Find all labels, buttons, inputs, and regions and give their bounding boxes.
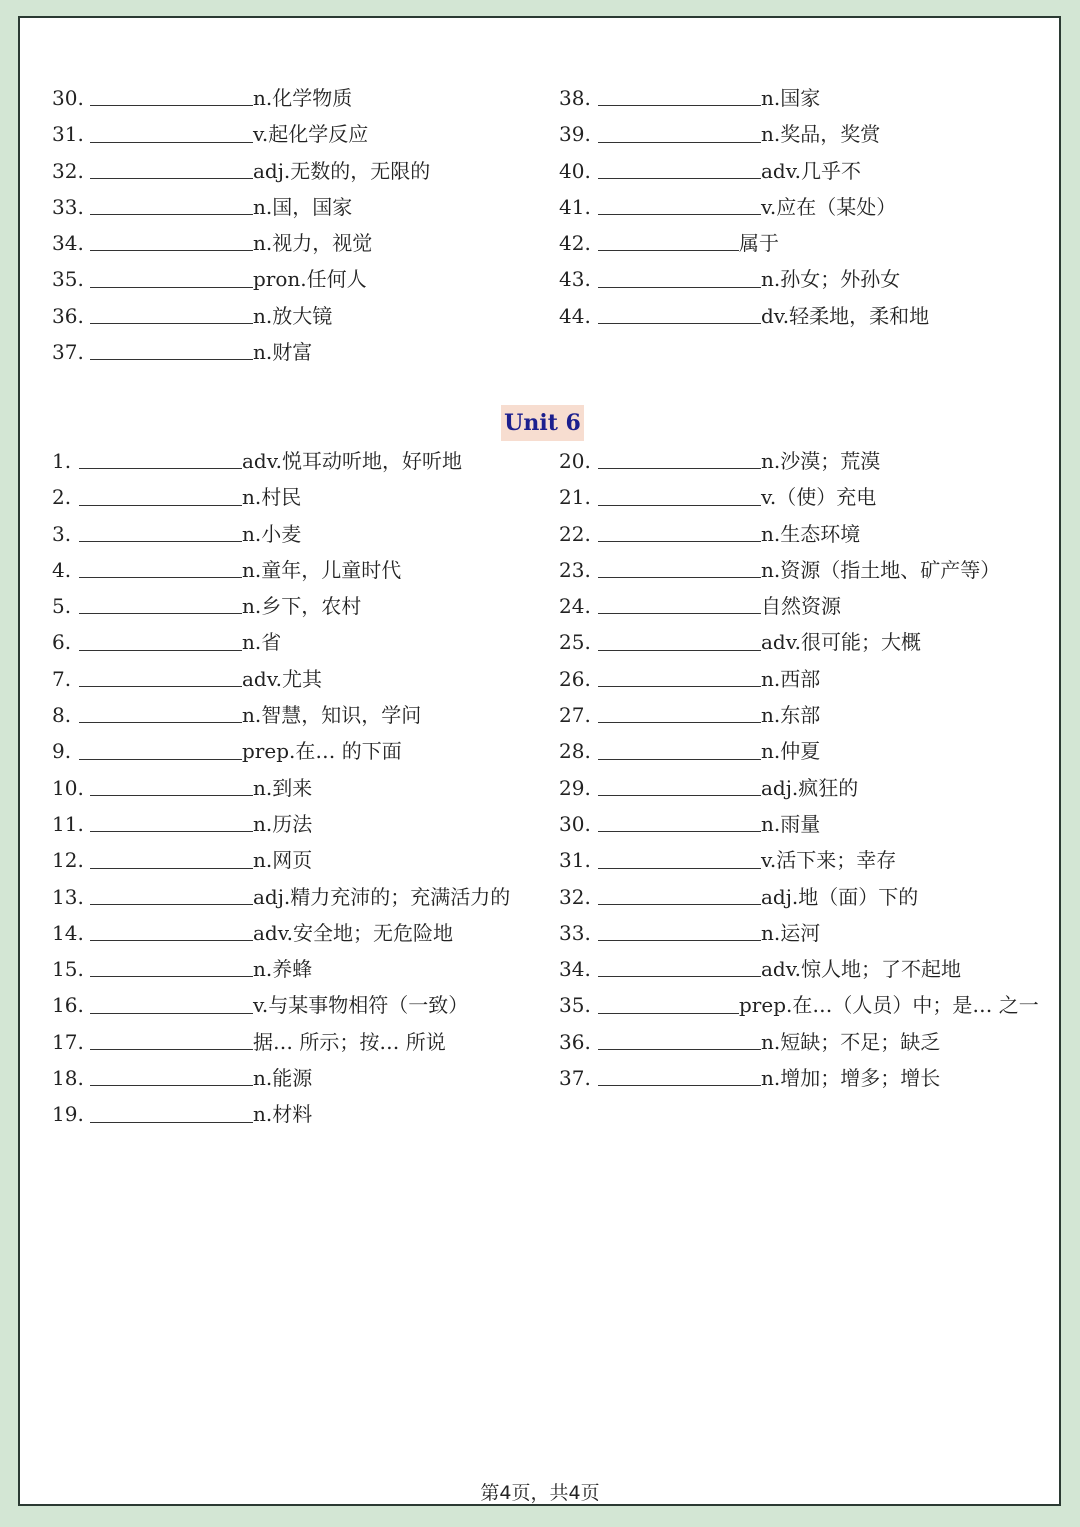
unit-6-title: Unit 6: [501, 405, 584, 441]
item-number: 21.: [559, 485, 591, 510]
word-row: [52, 733, 542, 769]
answer-blank[interactable]: [90, 178, 253, 179]
item-number: 36.: [52, 303, 84, 328]
word-meaning: n.生态环境: [761, 521, 861, 546]
word-row: [52, 842, 542, 878]
item-number: 12.: [52, 848, 84, 873]
word-meaning: pron.任何人: [253, 267, 367, 292]
word-meaning: n.仲夏: [761, 739, 821, 764]
item-number: 35.: [559, 993, 591, 1018]
word-meaning: n.省: [242, 630, 282, 655]
item-number: 20.: [559, 449, 591, 473]
item-number: 23.: [559, 557, 591, 582]
word-row: [559, 225, 1039, 261]
answer-blank[interactable]: [598, 613, 761, 614]
answer-blank[interactable]: [598, 468, 761, 469]
word-meaning: n.西部: [761, 666, 821, 691]
word-meaning: prep.在…（人员）中；是… 之一: [739, 993, 1039, 1018]
answer-blank[interactable]: [90, 1122, 253, 1123]
page-footer: 第4页，共4页: [480, 1482, 600, 1504]
word-meaning: n.视力，视觉: [253, 231, 373, 256]
word-row: [52, 552, 542, 588]
answer-blank[interactable]: [79, 722, 242, 723]
word-meaning: n.孙女；外孙女: [761, 267, 901, 292]
word-row: [559, 298, 1039, 334]
answer-blank[interactable]: [90, 976, 253, 977]
word-row: [559, 479, 1039, 515]
word-meaning: adv.很可能；大概: [761, 630, 922, 655]
answer-blank[interactable]: [598, 686, 761, 687]
word-row: [559, 588, 1039, 624]
word-row: [559, 879, 1039, 915]
word-meaning: adv.惊人地；了不起地: [761, 957, 962, 982]
word-row: [52, 225, 512, 261]
word-row: [559, 733, 1039, 769]
answer-blank[interactable]: [90, 1013, 253, 1014]
answer-blank[interactable]: [90, 359, 253, 360]
answer-blank[interactable]: [79, 686, 242, 687]
word-meaning: adj.精力充沛的；充满活力的: [253, 884, 511, 909]
item-number: 42.: [559, 231, 591, 256]
answer-blank[interactable]: [598, 1049, 761, 1050]
word-row: [52, 298, 512, 334]
answer-blank[interactable]: [90, 831, 253, 832]
word-row: [52, 261, 512, 297]
answer-blank[interactable]: [79, 613, 242, 614]
item-number: 41.: [559, 194, 591, 219]
word-meaning: n.材料: [253, 1102, 313, 1127]
answer-blank[interactable]: [90, 795, 253, 796]
word-meaning: 属于: [739, 231, 779, 256]
answer-blank[interactable]: [79, 759, 242, 760]
word-row: [52, 189, 512, 225]
word-row: [559, 987, 1039, 1023]
item-number: 24.: [559, 594, 591, 619]
item-number: 16.: [52, 993, 84, 1018]
word-meaning: v.起化学反应: [253, 122, 369, 147]
answer-blank[interactable]: [598, 1013, 739, 1014]
word-meaning: adv.悦耳动听地，好听地: [242, 449, 463, 473]
word-row: [52, 80, 512, 116]
word-row: [52, 1096, 542, 1132]
answer-blank[interactable]: [598, 142, 761, 143]
item-number: 32.: [52, 158, 84, 183]
word-row: [559, 951, 1039, 987]
answer-blank[interactable]: [598, 795, 761, 796]
word-meaning: prep.在… 的下面: [242, 739, 402, 764]
answer-blank[interactable]: [90, 287, 253, 288]
answer-blank[interactable]: [90, 250, 253, 251]
item-number: 37.: [52, 340, 84, 365]
item-number: 35.: [52, 267, 84, 292]
item-number: 15.: [52, 957, 84, 982]
answer-blank[interactable]: [598, 505, 761, 506]
answer-blank[interactable]: [598, 759, 761, 760]
word-meaning: adv.尤其: [242, 666, 323, 691]
item-number: 6.: [52, 630, 72, 655]
unit-6-right-column: [559, 443, 1039, 1096]
word-row: [52, 661, 542, 697]
word-row: [52, 153, 512, 189]
item-number: 30.: [52, 86, 84, 110]
word-row: [559, 80, 1039, 116]
word-meaning: n.沙漠；荒漠: [761, 449, 881, 473]
item-number: 4.: [52, 557, 72, 582]
word-meaning: n.小麦: [242, 521, 302, 546]
answer-blank[interactable]: [90, 323, 253, 324]
answer-blank[interactable]: [79, 505, 242, 506]
word-row: [559, 661, 1039, 697]
word-meaning: adv.几乎不: [761, 158, 862, 183]
word-meaning: 据… 所示；按… 所说: [253, 1029, 446, 1054]
word-meaning: adj.地（面）下的: [761, 884, 919, 909]
item-number: 1.: [52, 449, 72, 473]
item-number: 2.: [52, 485, 72, 510]
word-meaning: n.化学物质: [253, 86, 353, 110]
word-row: [559, 153, 1039, 189]
word-row: [52, 588, 542, 624]
answer-blank[interactable]: [598, 940, 761, 941]
word-row: [52, 479, 542, 515]
word-meaning: v.活下来；幸存: [761, 848, 897, 873]
section-1-left-column: [52, 80, 512, 370]
item-number: 33.: [52, 194, 84, 219]
answer-blank[interactable]: [598, 178, 761, 179]
answer-blank[interactable]: [598, 831, 761, 832]
item-number: 5.: [52, 594, 72, 619]
item-number: 7.: [52, 666, 72, 691]
word-row: [559, 915, 1039, 951]
item-number: 3.: [52, 521, 72, 546]
word-row: [559, 1060, 1039, 1096]
word-row: [52, 806, 542, 842]
word-meaning: n.童年，儿童时代: [242, 557, 402, 582]
item-number: 13.: [52, 884, 84, 909]
answer-blank[interactable]: [598, 323, 761, 324]
answer-blank[interactable]: [598, 214, 761, 215]
word-meaning: n.东部: [761, 703, 821, 728]
word-meaning: n.增加；增多；增长: [761, 1066, 941, 1091]
answer-blank[interactable]: [90, 1085, 253, 1086]
word-row: [559, 770, 1039, 806]
word-row: [559, 1024, 1039, 1060]
word-meaning: n.历法: [253, 811, 313, 836]
item-number: 34.: [52, 231, 84, 256]
item-number: 39.: [559, 122, 591, 147]
word-meaning: n.智慧，知识，学问: [242, 703, 422, 728]
word-meaning: n.财富: [253, 340, 313, 365]
item-number: 28.: [559, 739, 591, 764]
item-number: 9.: [52, 739, 72, 764]
answer-blank[interactable]: [598, 250, 739, 251]
word-meaning: adj.疯狂的: [761, 775, 859, 800]
word-row: [52, 516, 542, 552]
answer-blank[interactable]: [90, 940, 253, 941]
word-row: [559, 116, 1039, 152]
word-meaning: v.应在（某处）: [761, 194, 897, 219]
word-row: [52, 987, 542, 1023]
word-row: [52, 1024, 542, 1060]
word-row: [559, 806, 1039, 842]
word-meaning: n.国，国家: [253, 194, 353, 219]
answer-blank[interactable]: [598, 722, 761, 723]
word-meaning: n.放大镜: [253, 303, 333, 328]
word-row: [52, 334, 512, 370]
answer-blank[interactable]: [598, 105, 761, 106]
word-row: [52, 624, 542, 660]
answer-blank[interactable]: [598, 868, 761, 869]
word-row: [52, 116, 512, 152]
answer-blank[interactable]: [598, 976, 761, 977]
item-number: 38.: [559, 86, 591, 110]
word-row: [52, 697, 542, 733]
answer-blank[interactable]: [79, 468, 242, 469]
word-meaning: n.资源（指土地、矿产等）: [761, 557, 1001, 582]
word-meaning: dv.轻柔地，柔和地: [761, 303, 930, 328]
item-number: 8.: [52, 703, 72, 728]
answer-blank[interactable]: [90, 142, 253, 143]
answer-blank[interactable]: [598, 287, 761, 288]
word-row: [52, 1060, 542, 1096]
word-meaning: n.能源: [253, 1066, 313, 1091]
item-number: 27.: [559, 703, 591, 728]
word-meaning: n.到来: [253, 775, 313, 800]
word-row: [52, 443, 542, 479]
word-row: [52, 879, 542, 915]
word-meaning: n.村民: [242, 485, 302, 510]
item-number: 17.: [52, 1029, 84, 1054]
word-meaning: n.短缺；不足；缺乏: [761, 1029, 941, 1054]
answer-blank[interactable]: [90, 868, 253, 869]
answer-blank[interactable]: [598, 904, 761, 905]
item-number: 33.: [559, 920, 591, 945]
word-meaning: n.国家: [761, 86, 821, 110]
word-meaning: v.（使）充电: [761, 485, 877, 510]
item-number: 10.: [52, 775, 84, 800]
word-row: [559, 189, 1039, 225]
word-row: [559, 443, 1039, 479]
item-number: 26.: [559, 666, 591, 691]
item-number: 30.: [559, 811, 591, 836]
item-number: 29.: [559, 775, 591, 800]
word-row: [559, 624, 1039, 660]
word-meaning: adj.无数的，无限的: [253, 158, 431, 183]
item-number: 11.: [52, 811, 84, 836]
word-meaning: adv.安全地；无危险地: [253, 920, 454, 945]
word-meaning: n.网页: [253, 848, 313, 873]
unit-6-left-column: [52, 443, 542, 1133]
word-row: [559, 516, 1039, 552]
item-number: 36.: [559, 1029, 591, 1054]
item-number: 22.: [559, 521, 591, 546]
answer-blank[interactable]: [598, 1085, 761, 1086]
item-number: 31.: [52, 122, 84, 147]
word-row: [559, 697, 1039, 733]
answer-blank[interactable]: [79, 541, 242, 542]
item-number: 34.: [559, 957, 591, 982]
word-meaning: n.养蜂: [253, 957, 313, 982]
answer-blank[interactable]: [90, 1049, 253, 1050]
item-number: 18.: [52, 1066, 84, 1091]
answer-blank[interactable]: [598, 650, 761, 651]
answer-blank[interactable]: [90, 105, 253, 106]
word-row: [52, 915, 542, 951]
item-number: 44.: [559, 303, 591, 328]
item-number: 19.: [52, 1102, 84, 1127]
answer-blank[interactable]: [90, 904, 253, 905]
item-number: 37.: [559, 1066, 591, 1091]
word-meaning: v.与某事物相符（一致）: [253, 993, 469, 1018]
item-number: 40.: [559, 158, 591, 183]
item-number: 25.: [559, 630, 591, 655]
item-number: 32.: [559, 884, 591, 909]
item-number: 31.: [559, 848, 591, 873]
word-meaning: n.雨量: [761, 811, 821, 836]
answer-blank[interactable]: [79, 650, 242, 651]
item-number: 14.: [52, 920, 84, 945]
word-meaning: n.奖品，奖赏: [761, 122, 881, 147]
answer-blank[interactable]: [79, 577, 242, 578]
answer-blank[interactable]: [90, 214, 253, 215]
word-meaning: n.乡下，农村: [242, 594, 362, 619]
word-row: [559, 842, 1039, 878]
word-meaning: 自然资源: [761, 594, 841, 619]
item-number: 43.: [559, 267, 591, 292]
word-row: [559, 261, 1039, 297]
answer-blank[interactable]: [598, 577, 761, 578]
section-1-right-column: [559, 80, 1039, 334]
word-row: [52, 770, 542, 806]
word-row: [559, 552, 1039, 588]
answer-blank[interactable]: [598, 541, 761, 542]
word-meaning: n.运河: [761, 920, 821, 945]
word-row: [52, 951, 542, 987]
